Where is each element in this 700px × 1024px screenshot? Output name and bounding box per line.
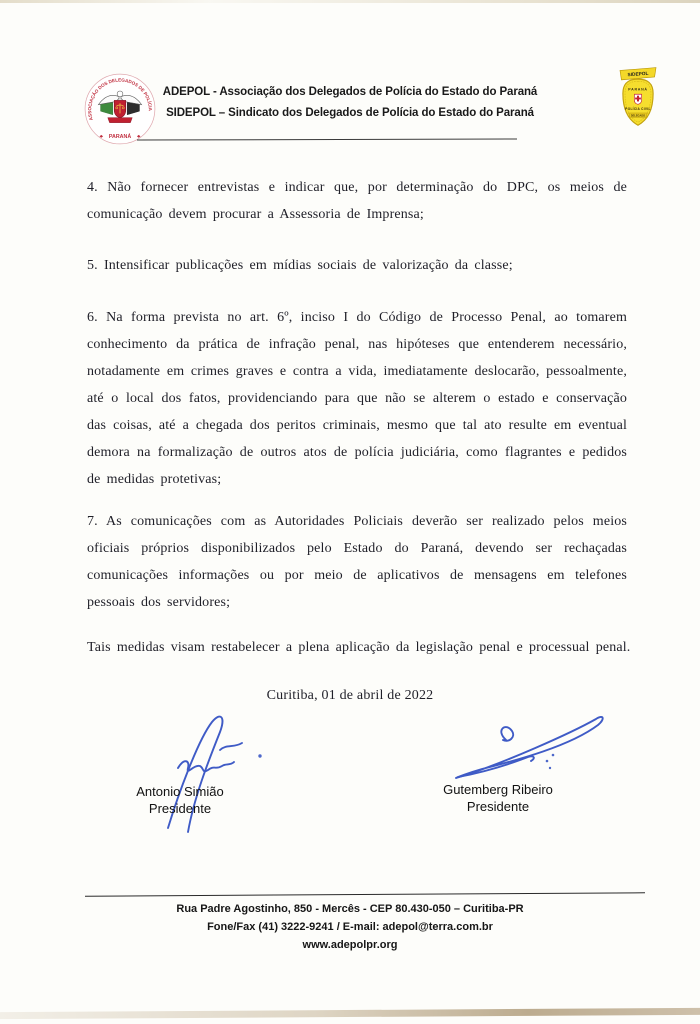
signature-gutemberg-ribeiro-icon: [448, 712, 613, 790]
paragraph-item-7: 7. As comunicações com as Autoridades Policiais deverão ser realizado pelos meios oficiais próprios disponibilizados pelo Estado do Paraná, devendo ser rechaçadas comunicações informações ou por meio de aplicativos de mensagens em telefones pessoais dos servidores;: [87, 514, 627, 610]
org-line-adepol: ADEPOL - Associação dos Delegados de Polícia do Estado do Paraná: [162, 86, 538, 98]
org-line-sidepol: SIDEPOL – Sindicato dos Delegados de Polícia do Estado do Paraná: [166, 107, 534, 119]
signatory-right-title: Presidente: [466, 799, 530, 814]
footer-website: www.adepolpr.org: [302, 939, 398, 951]
badge-ribbon-text: SIDEPOL: [627, 71, 649, 79]
footer: [0, 900, 700, 954]
scan-artifact-bottom-edge: [0, 1008, 700, 1019]
sidepol-badge-icon: [616, 64, 660, 136]
badge-unit-text: POLÍCIA CIVIL: [625, 107, 651, 112]
signatory-left: [110, 783, 250, 817]
shield-scales-icon: [114, 100, 126, 117]
adepol-state-text: PARANÁ: [108, 133, 132, 140]
signatory-left-title: Presidente: [148, 801, 212, 816]
adepol-emblem-icon: [83, 73, 157, 145]
footer-address: Rua Padre Agostinho, 850 - Mercês - CEP 80.430-050 – Curitiba-PR: [176, 903, 524, 915]
badge-role-text: DELEGADO: [630, 114, 646, 118]
footer-rule: [85, 892, 645, 896]
date-line: Curitiba, 01 de abril de 2022: [266, 688, 434, 703]
closing-statement: Tais medidas visam restabelecer a plena aplicação da legislação penal e processual penal.: [87, 640, 631, 655]
badge-center-emblem: [634, 94, 641, 104]
banner-icon: [108, 118, 132, 123]
paragraph-item-6: 6. Na forma prevista no art. 6º, inciso I do Código de Processo Penal, ao tomarem conhecimento da prática de infração penal, nas hipóteses que entenderem necessário, notadamente em crimes graves e contra a vida, imediatamente deslocarão, pessoalmente, até o local dos fatos, providenciando para que não se alterem o estado e conservação das coisas, até a chegada dos peritos criminais, mesmo que tal ato resulte em eventual demora na formalização de outros atos de polícia judiciária, como flagrantes e pedidos de medidas protetivas;: [87, 310, 627, 487]
footer-contact: Fone/Fax (41) 3222-9241 / E-mail: adepol@terra.com.br: [207, 921, 493, 933]
badge-state-text: PARANÁ: [628, 87, 648, 92]
badge-ribbon: [620, 68, 656, 80]
paragraph-item-5: 5. Intensificar publicações em mídias sociais de valorização da classe;: [87, 258, 513, 273]
org-name-lines: [160, 82, 540, 124]
signatory-left-name: Antonio Simião: [136, 784, 224, 799]
signatory-right-name: Gutemberg Ribeiro: [443, 782, 553, 797]
adepol-ring-text: ASSOCIAÇÃO DOS DELEGADOS DE POLÍCIA: [87, 77, 153, 122]
scan-artifact-top-edge: [0, 0, 700, 3]
header-rule: [137, 139, 517, 141]
signatory-right: [428, 781, 568, 815]
paragraph-item-4: 4. Não fornecer entrevistas e indicar que, por determinação do DPC, os meios de comunicação devem procurar a Assessoria de Imprensa;: [87, 180, 627, 222]
